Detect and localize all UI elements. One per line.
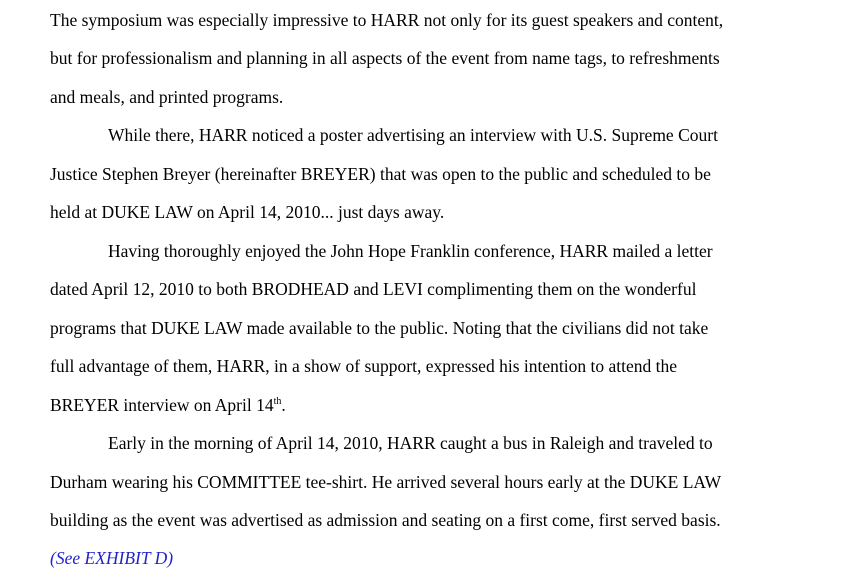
paragraph-3-line-1: Having thoroughly enjoyed the John Hope Franklin conference, HARR mailed a letter xyxy=(108,241,713,261)
exhibit-d-link[interactable]: (See EXHIBIT D) xyxy=(50,548,174,568)
paragraph-3-line-3: programs that DUKE LAW made available to the public. Noting that the civilians did not take xyxy=(50,318,709,338)
paragraph-2-line-3: held at DUKE LAW on April 14, 2010... just days away. xyxy=(50,202,445,222)
paragraph-1-line-2: but for professionalism and planning in all aspects of the event from name tags, to refreshments xyxy=(50,48,720,68)
paragraph-3-line-5-text: BREYER interview on April 14 xyxy=(50,395,274,415)
paragraph-1-line-3: and meals, and printed programs. xyxy=(50,87,284,107)
paragraph-1-line-1: The symposium was especially impressive to HARR not only for its guest speakers and content, xyxy=(50,10,724,30)
ordinal-suffix: th xyxy=(273,396,282,407)
paragraph-4-line-2: Durham wearing his COMMITTEE tee-shirt. He arrived several hours early at the DUKE LAW xyxy=(50,472,722,492)
paragraph-4-line-1: Early in the morning of April 14, 2010, HARR caught a bus in Raleigh and traveled to xyxy=(108,433,713,453)
paragraph-4-line-3: building as the event was advertised as admission and seating on a first come, first served basis. xyxy=(50,510,721,530)
paragraph-2-line-2: Justice Stephen Breyer (hereinafter BREYER) that was open to the public and scheduled to be xyxy=(50,164,711,184)
paragraph-3-line-5-end: . xyxy=(281,395,286,415)
paragraph-2-line-1: While there, HARR noticed a poster advertising an interview with U.S. Supreme Court xyxy=(108,125,718,145)
paragraph-3-line-5 xyxy=(50,395,286,415)
paragraph-3-line-2: dated April 12, 2010 to both BRODHEAD and LEVI complimenting them on the wonderful xyxy=(50,279,697,299)
paragraph-3-line-4: full advantage of them, HARR, in a show of support, expressed his intention to attend the xyxy=(50,356,677,376)
